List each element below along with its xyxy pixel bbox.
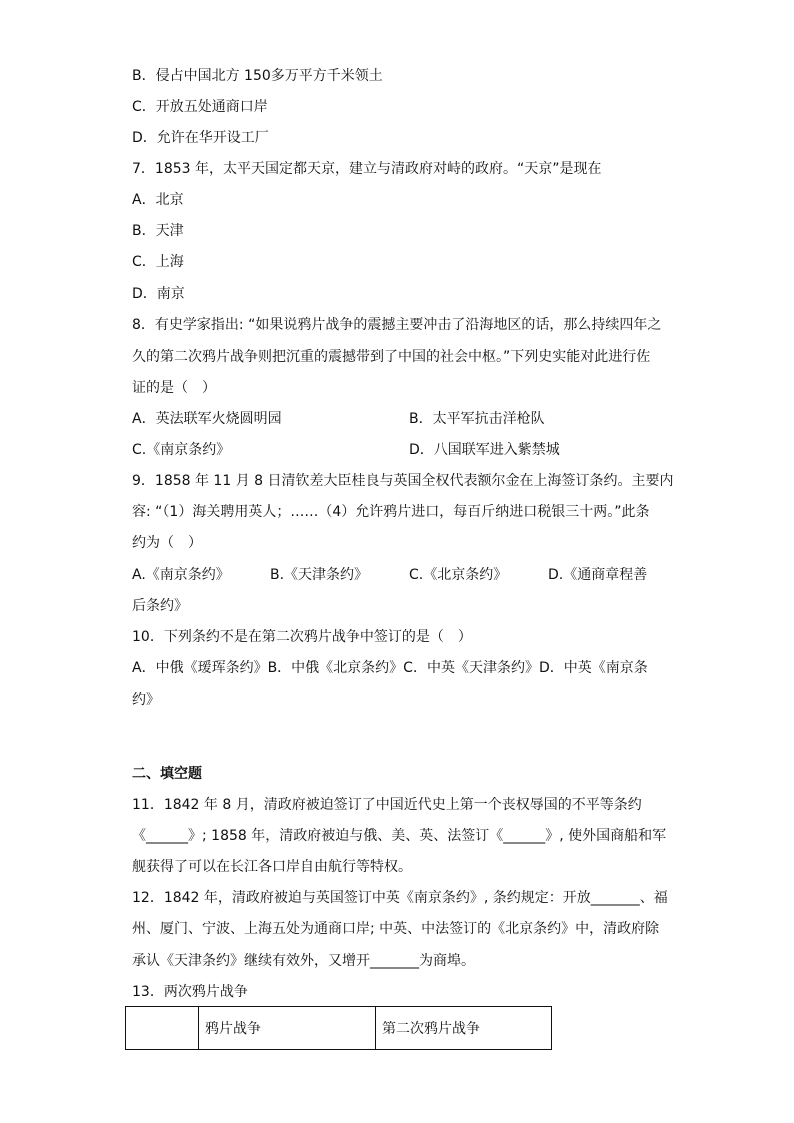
section-heading-fill-in: 二、填空题 xyxy=(132,766,202,782)
table-header-row xyxy=(126,1007,552,1050)
q7-option-c: C．上海 xyxy=(132,254,184,270)
q7-option-a: A．北京 xyxy=(132,192,184,208)
q9-stem-line2: 容: “（1）海关聘用英人；……（4）允许鸦片进口，每百斤纳进口税银三十两。”此条 xyxy=(132,504,650,520)
q11-line1: 11．1842 年 8 月，清政府被迫签订了中国近代史上第一个丧权辱国的不平等条约 xyxy=(132,797,642,813)
q12-line3: 承认《天津条约》继续有效外，又增开_______为商埠。 xyxy=(132,953,475,969)
q9-stem-line1: 9．1858 年 11 月 8 日清钦差大臣桂良与英国全权代表额尔金在上海签订条约。主要内 xyxy=(132,473,674,489)
q10-options-line1: A．中俄《瑷珲条约》B．中俄《北京条约》C．中英《天津条约》D．中英《南京条 xyxy=(132,660,648,676)
table-header-empty xyxy=(126,1007,199,1050)
q9-stem-line3: 约为（ ） xyxy=(132,535,202,551)
opium-wars-table xyxy=(125,1006,552,1050)
q10-options-line2: 约》 xyxy=(132,692,160,708)
q8-option-a: A．英法联军火烧圆明园 xyxy=(132,411,282,427)
q7-stem: 7．1853 年，太平天国定都天京，建立与清政府对峙的政府。“天京”是现在 xyxy=(132,161,602,177)
q13-stem: 13．两次鸦片战争 xyxy=(132,984,248,1000)
q11-line2: 《______》; 1858 年，清政府被迫与俄、美、英、法签订《______》, 使外国商船和军 xyxy=(132,828,667,844)
q12-line2: 州、厦门、宁波、上海五处为通商口岸; 中英、中法签订的《北京条约》中，清政府除 xyxy=(132,921,660,937)
q7-option-d: D．南京 xyxy=(132,286,185,302)
q11-line3: 舰获得了可以在长江各口岸自由航行等特权。 xyxy=(132,859,412,875)
q9-option-b: B.《天津条约》 xyxy=(270,567,369,583)
q8-stem-line1: 8．有史学家指出: “如果说鸦片战争的震撼主要冲击了沿海地区的话，那么持续四年之 xyxy=(132,317,662,333)
q6-option-b: B．侵占中国北方 150多万平方千米领土 xyxy=(132,68,383,84)
q9-option-c: C.《北京条约》 xyxy=(409,567,508,583)
table-header-opium-war: 鸦片战争 xyxy=(199,1007,376,1050)
q9-option-d-cont: 后条约》 xyxy=(132,598,188,614)
q8-option-b: B．太平军抗击洋枪队 xyxy=(409,411,545,427)
q6-option-d: D．允许在华开设工厂 xyxy=(132,130,269,146)
q7-option-b: B．天津 xyxy=(132,223,184,239)
q8-stem-line2: 久的第二次鸦片战争则把沉重的震撼带到了中国的社会中枢。”下列史实能对此进行佐 xyxy=(132,349,651,365)
table-header-second-opium-war: 第二次鸦片战争 xyxy=(376,1007,552,1050)
q12-line1: 12．1842 年，清政府被迫与英国签订中英《南京条约》, 条约规定：开放_______、福 xyxy=(132,890,668,906)
q8-option-d: D．八国联军进入紫禁城 xyxy=(409,442,560,458)
q10-stem: 10．下列条约不是在第二次鸦片战争中签订的是（ ） xyxy=(132,629,472,645)
q9-option-a: A.《南京条约》 xyxy=(132,567,230,583)
q6-option-c: C．开放五处通商口岸 xyxy=(132,99,268,115)
q9-option-d: D.《通商章程善 xyxy=(548,567,648,583)
q8-stem-line3: 证的是（ ） xyxy=(132,380,216,396)
q8-option-c: C.《南京条约》 xyxy=(132,442,231,458)
